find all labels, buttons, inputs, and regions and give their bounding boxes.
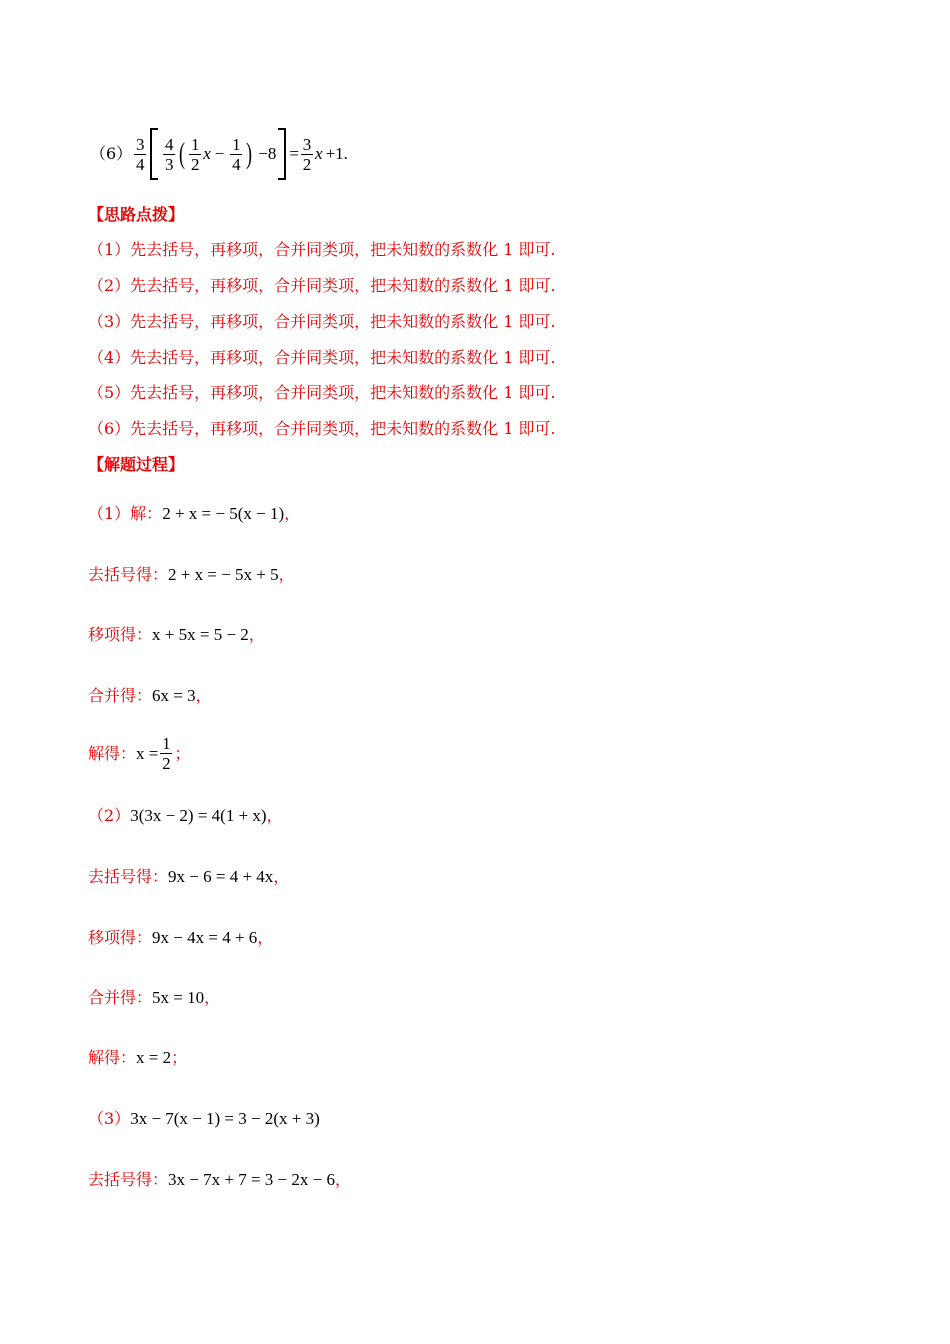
solution-2-step-2 bbox=[88, 928, 273, 948]
math-expression: 5x = 10 bbox=[152, 988, 205, 1007]
fraction-denominator: 2 bbox=[302, 154, 312, 174]
step-label: 去括号得： bbox=[88, 565, 169, 584]
punctuation: ， bbox=[278, 565, 295, 584]
fraction-4-3 bbox=[163, 135, 175, 174]
solution-1-label: （1）解： bbox=[88, 504, 163, 523]
punctuation: ， bbox=[266, 806, 283, 825]
fraction-numerator: 3 bbox=[302, 134, 312, 154]
fraction-1-2 bbox=[189, 135, 201, 174]
hint-heading: 【思路点拨】 bbox=[88, 205, 185, 224]
step-label: 合并得： bbox=[88, 686, 153, 705]
punctuation: ， bbox=[284, 504, 301, 523]
math-expression: 9x − 4x = 4 + 6 bbox=[152, 928, 258, 947]
punctuation: ； bbox=[174, 743, 191, 763]
solution-2-step-3 bbox=[88, 988, 220, 1008]
hint-item-5: （5）先去括号，再移项，合并同类项，把未知数的系数化 1 即可. bbox=[88, 383, 556, 402]
punctuation: ， bbox=[195, 686, 212, 705]
solution-1-step-4 bbox=[88, 734, 190, 773]
math-expression: x + 5x = 5 − 2 bbox=[152, 625, 249, 644]
step-label: 移项得： bbox=[88, 625, 153, 644]
punctuation: ， bbox=[204, 988, 221, 1007]
step-label: 移项得： bbox=[88, 928, 153, 947]
step-label: 合并得： bbox=[88, 988, 153, 1007]
solution-1-step-3 bbox=[88, 686, 212, 706]
left-square-bracket bbox=[150, 128, 158, 180]
fraction-numerator: 3 bbox=[135, 134, 145, 154]
fraction-1-2 bbox=[160, 734, 172, 773]
fraction-denominator: 2 bbox=[190, 154, 200, 174]
rhs-tail: +1. bbox=[325, 144, 348, 163]
step-label: 去括号得： bbox=[88, 867, 169, 886]
variable-x: x bbox=[203, 144, 211, 163]
fraction-numerator: 1 bbox=[162, 734, 171, 753]
fraction-denominator: 2 bbox=[162, 754, 171, 773]
hint-item-2: （2）先去括号，再移项，合并同类项，把未知数的系数化 1 即可. bbox=[88, 276, 556, 295]
problem-6-label: （6） bbox=[90, 144, 133, 163]
step-label: 解得： bbox=[88, 1048, 137, 1067]
punctuation: ， bbox=[248, 625, 265, 644]
math-expression: 2 + x = − 5x + 5 bbox=[168, 565, 279, 584]
solution-3-equation bbox=[88, 1109, 320, 1129]
problem-6-equation bbox=[90, 128, 348, 180]
fraction-3-4 bbox=[134, 135, 146, 174]
math-expression: x = 2 bbox=[136, 1048, 172, 1067]
punctuation: ， bbox=[334, 1170, 351, 1189]
minus-eight: −8 bbox=[258, 144, 277, 163]
minus-sign: − bbox=[214, 144, 225, 163]
hint-item-4: （4）先去括号，再移项，合并同类项，把未知数的系数化 1 即可. bbox=[88, 348, 556, 367]
punctuation: ， bbox=[257, 928, 274, 947]
math-expression: 3x − 7(x − 1) = 3 − 2(x + 3) bbox=[130, 1109, 320, 1128]
equals-sign: = bbox=[289, 144, 300, 163]
fraction-3-2 bbox=[301, 135, 313, 174]
right-paren: ) bbox=[246, 137, 253, 170]
left-paren: ( bbox=[179, 137, 186, 170]
hint-item-1: （1）先去括号，再移项，合并同类项，把未知数的系数化 1 即可. bbox=[88, 240, 556, 259]
solution-2-step-1 bbox=[88, 867, 289, 887]
fraction-1-4 bbox=[230, 135, 242, 174]
solution-2-equation bbox=[88, 806, 283, 826]
solution-heading: 【解题过程】 bbox=[88, 455, 185, 474]
solution-1-step-1 bbox=[88, 565, 295, 585]
solution-2-step-4 bbox=[88, 1048, 187, 1068]
math-expression: 9x − 6 = 4 + 4x bbox=[168, 867, 274, 886]
math-expression: 3(3x − 2) = 4(1 + x) bbox=[130, 806, 267, 825]
step-label: 去括号得： bbox=[88, 1170, 169, 1189]
solution-3-step-1 bbox=[88, 1170, 351, 1190]
fraction-numerator: 1 bbox=[190, 134, 200, 154]
right-square-bracket bbox=[278, 128, 286, 180]
solution-1-equation bbox=[88, 504, 300, 524]
punctuation: ； bbox=[171, 1048, 188, 1067]
solution-2-label: （2） bbox=[88, 806, 131, 825]
math-expression: x = bbox=[136, 743, 159, 763]
math-expression: 3x − 7x + 7 = 3 − 2x − 6 bbox=[168, 1170, 335, 1189]
hint-item-6: （6）先去括号，再移项，合并同类项，把未知数的系数化 1 即可. bbox=[88, 419, 556, 438]
math-expression: 6x = 3 bbox=[152, 686, 196, 705]
step-label: 解得： bbox=[88, 743, 137, 763]
punctuation: ， bbox=[273, 867, 290, 886]
fraction-numerator: 4 bbox=[164, 134, 174, 154]
fraction-denominator: 4 bbox=[232, 154, 241, 174]
fraction-denominator: 4 bbox=[135, 154, 145, 174]
fraction-denominator: 3 bbox=[164, 154, 174, 174]
hint-item-3: （3）先去括号，再移项，合并同类项，把未知数的系数化 1 即可. bbox=[88, 312, 556, 331]
solution-3-label: （3） bbox=[88, 1109, 131, 1128]
solution-1-step-2 bbox=[88, 625, 265, 645]
fraction-numerator: 1 bbox=[232, 134, 241, 154]
math-expression: 2 + x = − 5(x − 1) bbox=[162, 504, 285, 523]
variable-x: x bbox=[315, 144, 323, 163]
